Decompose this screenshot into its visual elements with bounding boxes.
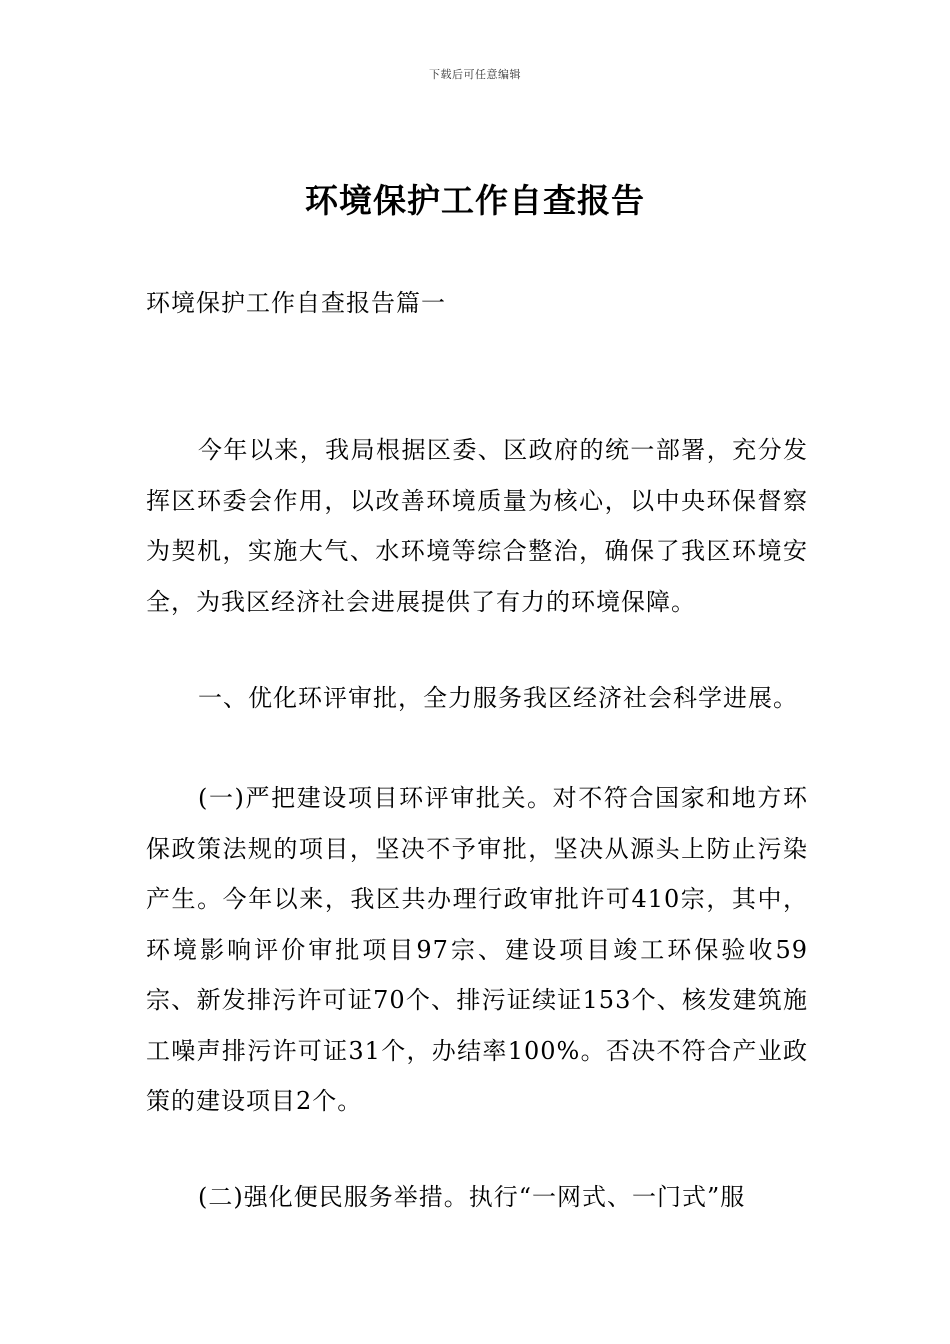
document-title: 环境保护工作自查报告	[305, 181, 645, 220]
header-note: 下载后可任意编辑	[429, 68, 521, 81]
paragraph-subsection-two: (二)强化便民服务举措。执行“一网式、一门式”服	[198, 1183, 746, 1211]
paragraph-intro: 今年以来，我局根据区委、区政府的统一部署，充分发挥区环委会作用，以改善环境质量为核心，以中央环保督察为契机，实施大气、水环境等综合整治，确保了我区环境安全，为我区经济社会进展提供了有力的环境保障。	[146, 436, 808, 616]
document-subtitle: 环境保护工作自查报告篇一	[146, 289, 446, 317]
paragraph-subsection-one: (一)严把建设项目环评审批关。对不符合国家和地方环保政策法规的项目，坚决不予审批，坚决从源头上防止污染产生。今年以来，我区共办理行政审批许可410宗，其中，环境影响评价审批项目97宗、建设项目竣工环保验收59宗、新发排污许可证70个、排污证续证153个、核发建筑施工噪声排污许可证31个，办结率100%。否决不符合产业政策的建设项目2个。	[146, 784, 808, 1115]
section-heading-one: 一、优化环评审批，全力服务我区经济社会科学进展。	[198, 684, 798, 712]
